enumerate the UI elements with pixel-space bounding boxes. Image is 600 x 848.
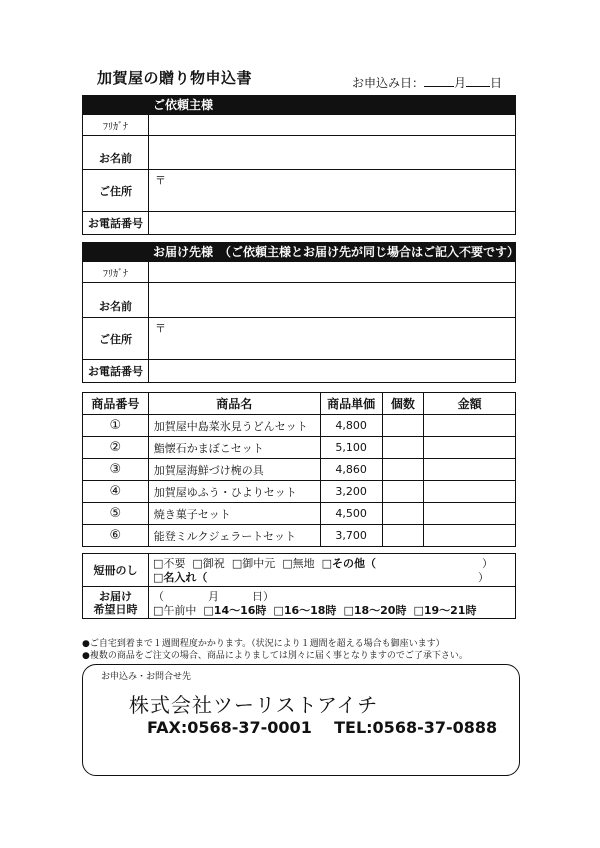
item-price: 5,100 <box>320 437 382 459</box>
company-name: 株式会社ツーリストアイチ <box>129 693 379 717</box>
day-label: 日 <box>490 76 503 90</box>
table-row <box>83 503 516 525</box>
requester-name-label: お名前 <box>83 136 149 169</box>
item-quantity-field[interactable] <box>382 481 424 503</box>
note-delivery-time: ●ご自宅到着まで１週間程度かかります。（状況により１週間を超える場合も御座います） <box>82 639 445 649</box>
recipient-header: お届け先様 （ご依頼主様とお届け先が同じ場合はご記入不要です） <box>83 243 515 261</box>
table-row <box>83 415 516 437</box>
month-label: 月 <box>454 76 467 90</box>
delivery-date-field[interactable]: （ 月 日） <box>153 590 274 603</box>
item-amount-field[interactable] <box>424 503 516 525</box>
item-number: ⑤ <box>83 503 149 525</box>
requester-name-field[interactable] <box>149 136 515 169</box>
delivery-row <box>83 586 515 618</box>
recipient-furigana-label: ﾌﾘｶﾞﾅ <box>83 262 149 282</box>
item-name: 加賀屋中島菜氷見うどんセット <box>148 415 320 437</box>
item-quantity-field[interactable] <box>382 415 424 437</box>
requester-section <box>82 95 516 235</box>
requester-phone-label: お電話番号 <box>83 212 149 234</box>
postal-mark: 〒 <box>155 174 166 187</box>
noshi-option-name[interactable]: □名入れ（ <box>153 571 208 584</box>
noshi-option-celebration[interactable]: □御祝 <box>192 557 225 570</box>
postal-mark: 〒 <box>155 322 166 335</box>
noshi-label: 短冊のし <box>83 554 149 586</box>
requester-address-field[interactable] <box>149 170 515 211</box>
item-quantity-field[interactable] <box>382 459 424 481</box>
recipient-address-label: ご住所 <box>83 318 149 359</box>
requester-furigana-label: ﾌﾘｶﾞﾅ <box>83 115 149 135</box>
item-name: 加賀屋ゆふう・ひよりセット <box>148 481 320 503</box>
item-amount-field[interactable] <box>424 415 516 437</box>
requester-furigana-field[interactable] <box>149 115 515 135</box>
requester-phone-field[interactable] <box>149 212 515 234</box>
item-number: ② <box>83 437 149 459</box>
recipient-name-row <box>83 282 515 317</box>
contact-box <box>82 664 520 776</box>
item-price: 3,200 <box>320 481 382 503</box>
item-price: 4,500 <box>320 503 382 525</box>
delivery-label-line2: 希望日時 <box>93 602 138 616</box>
delivery-label-line1: お届け <box>99 589 132 603</box>
table-row <box>83 459 516 481</box>
col-header-price: 商品単価 <box>320 393 382 415</box>
delivery-time-19-21[interactable]: □19〜21時 <box>413 604 477 617</box>
application-date <box>352 74 502 91</box>
other-close-paren: ） <box>482 557 493 570</box>
recipient-phone-field[interactable] <box>149 360 515 382</box>
recipient-phone-label: お電話番号 <box>83 360 149 382</box>
table-row <box>83 481 516 503</box>
requester-address-row <box>83 169 515 211</box>
item-amount-field[interactable] <box>424 437 516 459</box>
item-price: 4,800 <box>320 415 382 437</box>
recipient-section <box>82 242 520 383</box>
recipient-furigana-field[interactable] <box>149 262 515 282</box>
item-amount-field[interactable] <box>424 459 516 481</box>
item-number: ③ <box>83 459 149 481</box>
item-price: 3,700 <box>320 525 382 547</box>
item-name: 鮨懐石かまぼこセット <box>148 437 320 459</box>
item-quantity-field[interactable] <box>382 525 424 547</box>
delivery-options <box>149 587 515 618</box>
requester-address-label: ご住所 <box>83 170 149 211</box>
noshi-option-ochugen[interactable]: □御中元 <box>231 557 276 570</box>
item-number: ① <box>83 415 149 437</box>
requester-header: ご依頼主様 <box>83 96 515 114</box>
note-multiple-items: ●複数の商品をご注文の場合、商品によりましては別々に届く事となりますのでご了承下さい。 <box>82 651 468 661</box>
item-name: 焼き菓子セット <box>148 503 320 525</box>
col-header-amount: 金額 <box>424 393 516 415</box>
recipient-furigana-row <box>83 261 515 282</box>
col-header-name: 商品名 <box>148 393 320 415</box>
contact-numbers <box>147 718 497 737</box>
notes <box>82 638 468 662</box>
item-name: 能登ミルクジェラートセット <box>148 525 320 547</box>
recipient-name-label: お名前 <box>83 283 149 317</box>
delivery-time-18-20[interactable]: □18〜20時 <box>343 604 407 617</box>
requester-phone-row <box>83 211 515 234</box>
name-close-paren: ） <box>478 571 489 584</box>
fax-number: FAX:0568-37-0001 <box>147 718 312 737</box>
item-amount-field[interactable] <box>424 481 516 503</box>
noshi-row <box>83 554 515 586</box>
delivery-time-morning[interactable]: □午前中 <box>153 604 197 617</box>
item-quantity-field[interactable] <box>382 503 424 525</box>
noshi-option-none[interactable]: □不要 <box>153 557 186 570</box>
noshi-options <box>149 554 515 586</box>
recipient-phone-row <box>83 359 515 382</box>
items-table <box>82 392 516 547</box>
items-header-row <box>83 393 516 415</box>
delivery-time-16-18[interactable]: □16〜18時 <box>273 604 337 617</box>
requester-furigana-row <box>83 114 515 135</box>
options-section <box>82 553 516 619</box>
delivery-time-14-16[interactable]: □14〜16時 <box>203 604 267 617</box>
table-row <box>83 437 516 459</box>
item-quantity-field[interactable] <box>382 437 424 459</box>
tel-number: TEL:0568-37-0888 <box>334 718 498 737</box>
noshi-option-plain[interactable]: □無地 <box>282 557 315 570</box>
contact-caption: お申込み・お問合せ先 <box>101 672 192 682</box>
noshi-option-other[interactable]: □その他（ <box>321 557 377 570</box>
item-number: ④ <box>83 481 149 503</box>
form-title: 加賀屋の贈り物申込書 <box>97 69 253 87</box>
item-name: 加賀屋海鮮づけ椀の具 <box>148 459 320 481</box>
item-number: ⑥ <box>83 525 149 547</box>
requester-name-row <box>83 135 515 169</box>
item-price: 4,860 <box>320 459 382 481</box>
col-header-quantity: 個数 <box>382 393 424 415</box>
col-header-number: 商品番号 <box>83 393 149 415</box>
date-prefix: お申込み日： <box>352 76 425 90</box>
recipient-address-field[interactable] <box>149 318 515 359</box>
table-row <box>83 525 516 547</box>
delivery-label <box>83 587 149 618</box>
day-field[interactable] <box>466 76 490 87</box>
month-field[interactable] <box>424 76 454 87</box>
recipient-address-row <box>83 317 515 359</box>
recipient-name-field[interactable] <box>149 283 515 317</box>
item-amount-field[interactable] <box>424 525 516 547</box>
